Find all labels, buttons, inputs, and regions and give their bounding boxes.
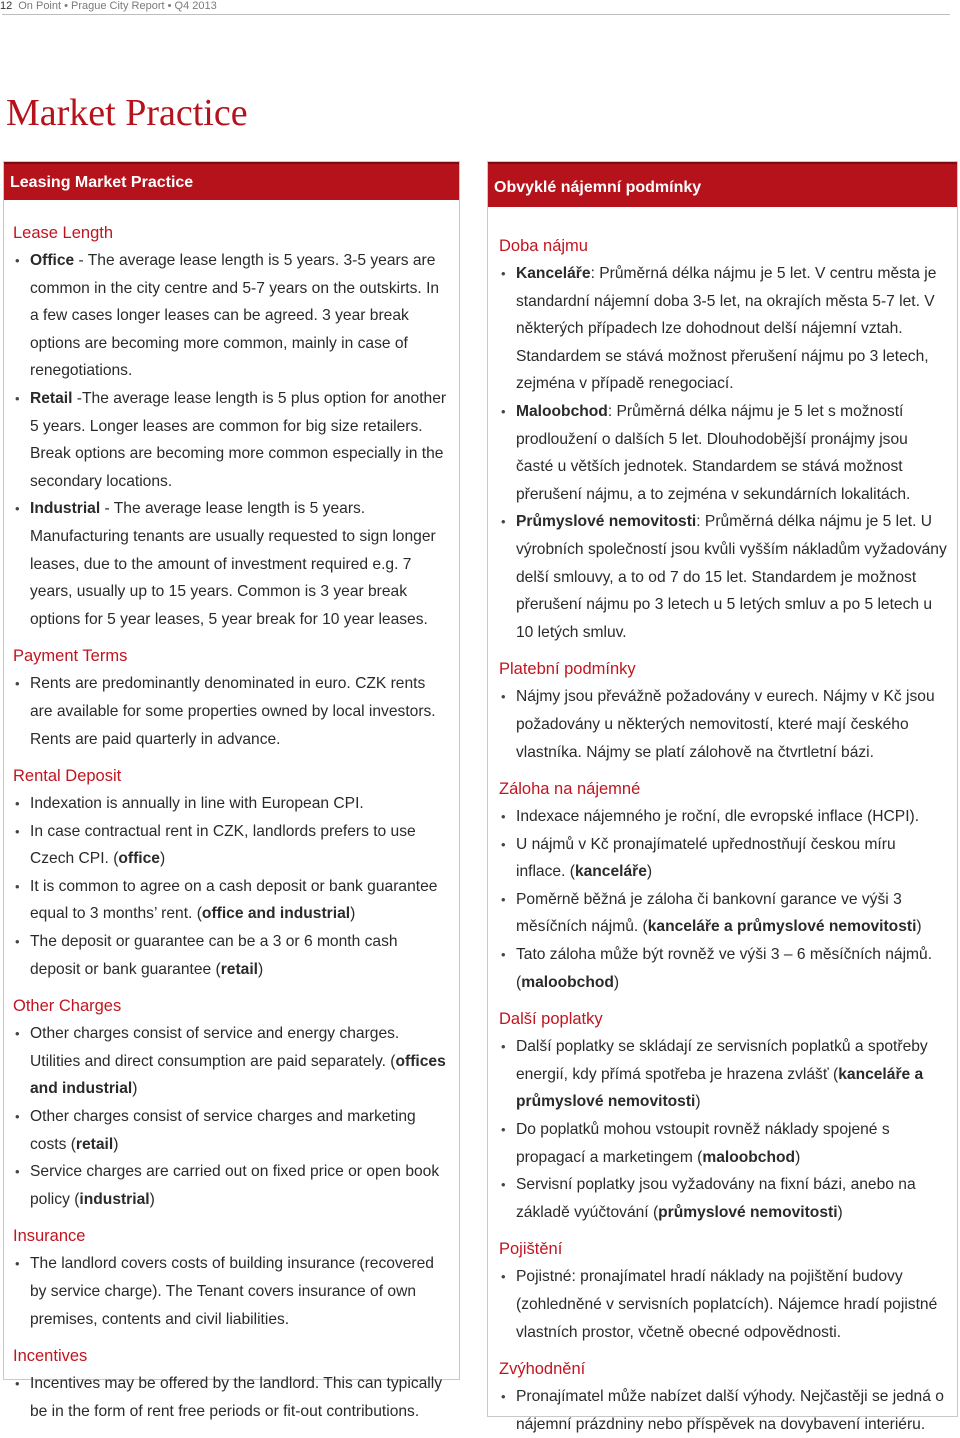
bullet-item — [499, 1116, 957, 1171]
leasing-panel-en — [3, 161, 460, 1420]
item-text: Pojistné: pronajímatel hradí náklady na pojištění budovy (zohledněné v servisních poplatcích). Nájemce hradí pojistné vlastních prostor, včetně obecné odpovědnosti. — [516, 1268, 938, 1341]
item-text: The deposit or guarantee can be a 3 or 6 month cash deposit or bank guarantee ( — [30, 933, 398, 978]
bold-term: retail — [220, 960, 259, 978]
bold-term: maloobchod — [702, 1148, 796, 1166]
bullet-list — [499, 683, 957, 766]
item-text: ) — [149, 1190, 155, 1208]
section-title: Doba nájmu — [499, 237, 588, 255]
section-title: Incentives — [13, 1347, 88, 1366]
section-title: Rental Deposit — [13, 767, 122, 786]
bullet-item — [13, 1370, 459, 1425]
bullet-item — [499, 1171, 957, 1226]
section-title: Lease Length — [13, 224, 114, 242]
bullet-list — [13, 1370, 459, 1425]
item-text: Other charges consist of service charges and marketing costs ( — [30, 1108, 416, 1153]
item-text: In case contractual rent in CZK, landlords prefers to use Czech CPI. ( — [30, 822, 416, 868]
page-number: 12 — [0, 0, 13, 12]
bullet-list — [13, 670, 459, 753]
bold-term: Industrial — [30, 500, 101, 518]
panel-title-cz: Obvyklé nájemní podmínky — [488, 162, 957, 207]
item-text: Pronajímatel může nabízet další výhody. Nejčastěji se jedná o nájemní prázdniny nebo příspěvek na dovybavení interiéru. — [516, 1388, 944, 1433]
bullet-item — [13, 495, 459, 633]
bullet-item — [499, 886, 957, 941]
section-title: Insurance — [13, 1227, 86, 1246]
bullet-item — [13, 928, 459, 983]
bold-term: Průmyslové nemovitosti — [516, 513, 697, 531]
item-text: Servisní poplatky jsou vyžadovány na fixní bázi, anebo na základě vyúčtování ( — [516, 1176, 916, 1221]
item-text: Další poplatky se skládají ze servisních poplatků a spotřeby energií, kdy přímá spotřeba je hrazena zvlášť ( — [516, 1038, 928, 1083]
bullet-item — [13, 818, 459, 873]
panel-body-cz — [488, 207, 957, 1438]
bold-term: kanceláře a průmyslové nemovitosti — [647, 918, 917, 936]
bullet-list — [13, 1020, 459, 1213]
item-text: U nájmů v Kč pronajímatelé upřednostňují českou míru inflace. ( — [516, 835, 896, 881]
bullet-item — [13, 1250, 459, 1333]
bullet-item — [499, 1263, 957, 1346]
bold-term: industrial — [79, 1190, 150, 1208]
page-title: Market Practice — [6, 92, 248, 134]
item-text: : Průměrná délka nájmu je 5 let s možností prodloužení o dalších 5 let. Dlouhodobější pronájmy jsou časté u větších jednotek. Standardem se stává možnost přerušení nájmu, a to zejména v sekundárních lokalitách. — [516, 402, 911, 503]
bullet-list — [499, 803, 957, 996]
report-name: On Point • Prague City Report • Q4 2013 — [18, 0, 217, 12]
item-text: Nájmy jsou převážně požadovány v eurech. Nájmy v Kč jsou požadovány u některých nemovitostí, které mají českého vlastníka. Nájmy se platí zálohově na čtvrtletní bázi. — [516, 688, 935, 761]
bullet-list — [499, 1033, 957, 1226]
item-text: Indexace nájemného je roční, dle evropské inflace (HCPI). — [516, 808, 920, 826]
panel-title-en: Leasing Market Practice — [4, 162, 459, 200]
section-title: Payment Terms — [13, 647, 128, 666]
panel-body-en — [4, 200, 459, 1425]
item-text: ) — [613, 973, 620, 991]
bold-term: Office — [30, 252, 75, 269]
item-text: Incentives may be offered by the landlord. This can typically be in the form of rent free periods or fit-out contributions. — [30, 1375, 443, 1420]
bullet-item — [499, 683, 957, 766]
header-divider — [2, 14, 950, 15]
item-text: Service charges are carried out on fixed price or open book policy ( — [30, 1163, 440, 1208]
bold-term: průmyslové nemovitosti — [658, 1203, 838, 1221]
item-text: -The average lease length is 5 plus option for another 5 years. Longer leases are common for big size retailers. Break options are becoming more common especially in the secondary locations. — [30, 389, 447, 490]
item-text: ) — [258, 960, 264, 978]
item-text: Indexation is annually in line with European CPI. — [30, 795, 364, 813]
bullet-item — [499, 803, 957, 831]
item-text: ) — [113, 1135, 119, 1153]
section-title: Záloha na nájemné — [499, 780, 641, 799]
item-text: : Průměrná délka nájmu je 5 let. U výrobních společností jsou kvůli vyšším nákladům vyžadovány delší smlouvy, a to od 7 do 15 let. Standardem je možnost přerušení nájmu po 3 letech u 5 letých smluv a po 5 letech u 10 letých smluv. — [516, 513, 947, 641]
bullet-list — [13, 790, 459, 983]
bullet-item — [499, 941, 957, 996]
item-text: Other charges consist of service and energy charges. Utilities and direct consumption are paid separately. ( — [30, 1025, 400, 1070]
bold-term: Kanceláře — [516, 265, 591, 282]
bullet-item — [499, 831, 957, 886]
section-title: Pojištění — [499, 1240, 563, 1259]
bold-term: Retail — [30, 389, 73, 407]
item-text: Poměrně běžná je záloha či bankovní garance ve výši 3 měsíčních nájmů. ( — [516, 890, 902, 936]
bullet-list — [499, 1263, 957, 1346]
bullet-item — [13, 670, 459, 753]
bold-term: kanceláře — [574, 863, 647, 881]
bullet-item — [499, 508, 957, 646]
leasing-panel-cz — [487, 161, 958, 1433]
bullet-item — [13, 790, 459, 818]
bullet-item — [499, 260, 957, 398]
item-text: ) — [132, 1080, 138, 1098]
bold-term: Maloobchod — [516, 402, 608, 420]
item-text: ) — [795, 1148, 801, 1166]
item-text: ) — [646, 863, 653, 881]
bold-term: offices and industrial — [30, 1052, 446, 1098]
item-text: ) — [916, 918, 922, 936]
bold-term: retail — [75, 1135, 114, 1153]
bold-term: kanceláře a průmyslové nemovitosti — [516, 1065, 924, 1111]
bullet-item — [13, 1158, 459, 1213]
bullet-item — [13, 385, 459, 495]
item-text: ) — [837, 1203, 843, 1221]
bullet-item — [13, 247, 459, 385]
bullet-list — [13, 1250, 459, 1333]
bullet-list — [13, 247, 459, 633]
bullet-list — [499, 1383, 957, 1438]
section-title: Zvýhodnění — [499, 1360, 586, 1379]
bullet-item — [499, 398, 957, 508]
item-text: : Průměrná délka nájmu je 5 let. V centru města je standardní nájemní doba 3-5 let, na okrajích města 5-7 let. V některých případech lze dohodnout delší nájemní vztah. Standardem se stává možnost přerušení nájmu po 3 letech, zejména v případě renegociací. — [516, 265, 937, 393]
item-text: - The average lease length is 5 years. 3-5 years are common in the city centre and 5-7 years on the outskirts. In a few cases longer leases can be agreed. 3 year break options are becoming more common, mainly in case of renegotiations. — [30, 252, 440, 380]
bold-term: maloobchod — [521, 973, 614, 991]
running-header — [0, 0, 950, 14]
bullet-item — [13, 1103, 459, 1158]
bullet-item — [499, 1383, 957, 1438]
item-text: The landlord covers costs of building insurance (recovered by service charge). The Tenant covers insurance of own premises, contents and civil liabilities. — [30, 1255, 434, 1328]
item-text: ) — [350, 905, 356, 923]
section-title: Další poplatky — [499, 1010, 603, 1029]
section-title: Platební podmínky — [499, 660, 636, 679]
item-text: ) — [695, 1093, 701, 1111]
bullet-list — [499, 260, 957, 646]
item-text: - The average lease length is 5 years. Manufacturing tenants are usually requested to sign longer leases, due to the amount of investment required e.g. 7 years, usually up to 15 years. Common is 3 year break options for 5 year leases, 5 year break for 10 year leases. — [30, 500, 436, 628]
item-text: Tato záloha může být rovněž ve výši 3 – 6 měsíčních nájmů. ( — [516, 946, 933, 991]
bold-term: office — [118, 850, 160, 868]
bold-term: office and industrial — [201, 905, 351, 923]
bullet-item — [499, 1033, 957, 1116]
item-text: ) — [159, 850, 166, 868]
item-text: Rents are predominantly denominated in euro. CZK rents are available for some properties owned by local investors. Rents are paid quarterly in advance. — [30, 675, 436, 748]
section-title: Other Charges — [13, 997, 122, 1016]
bullet-item — [13, 1020, 459, 1103]
item-text: Do poplatků mohou vstoupit rovněž náklady spojené s propagací a marketingem ( — [516, 1121, 890, 1166]
item-text: It is common to agree on a cash deposit or bank guarantee equal to 3 months’ rent. ( — [30, 877, 438, 923]
bullet-item — [13, 873, 459, 928]
